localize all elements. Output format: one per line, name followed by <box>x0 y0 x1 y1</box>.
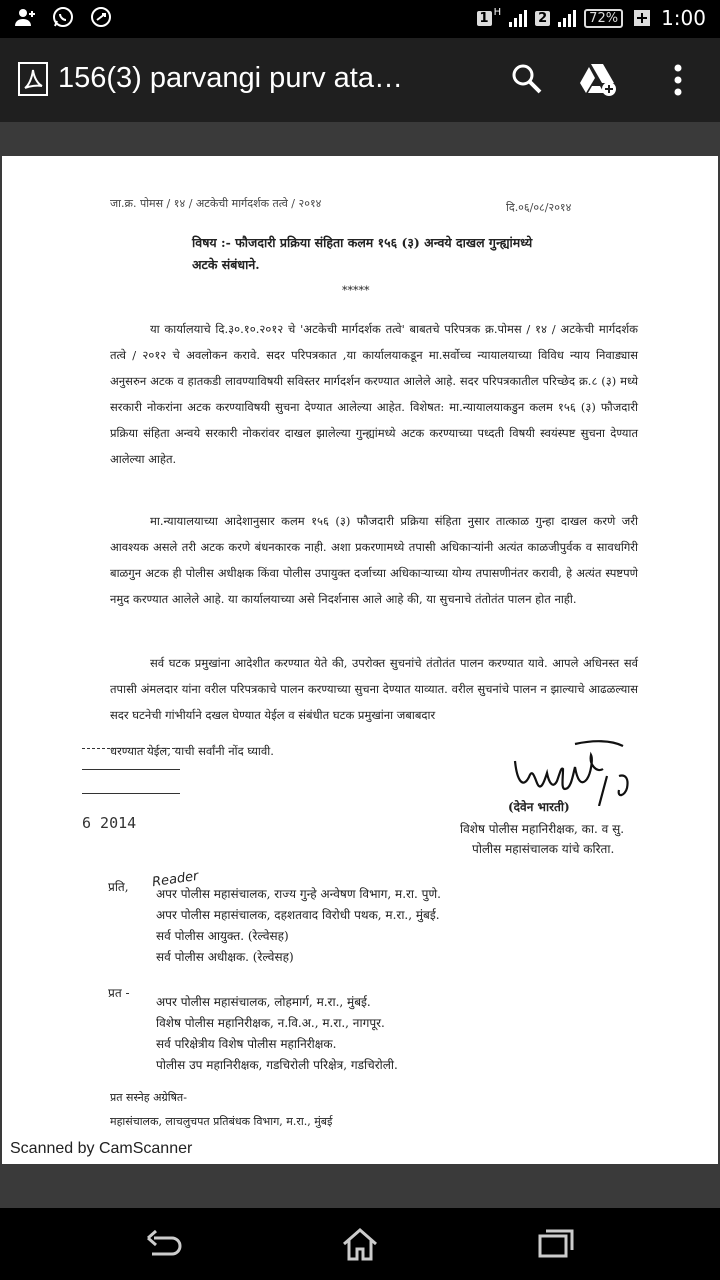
copy-label: प्रत - <box>108 986 130 1000</box>
recipient-item: अपर पोलीस महासंचालक, दहशतवाद विरोधी पथक, म.रा., मुंबई. <box>156 908 440 922</box>
reference-number: जा.क्र. पोमस / १४ / अटकेची मार्गदर्शक तत्वे / २०१४ <box>110 197 322 210</box>
charging-plus-icon <box>631 7 653 29</box>
forwarded-copy-label: प्रत सस्नेह अग्रेषित- <box>110 1091 187 1104</box>
recipient-item: अपर पोलीस महासंचालक, राज्य गुन्हे अन्वेषण विभाग, म.रा. पुणे. <box>156 887 441 901</box>
sim1-badge: 1 <box>477 11 492 26</box>
scanner-watermark: Scanned by CamScanner <box>10 1140 193 1157</box>
copy-list <box>156 992 398 1076</box>
handwritten-date: 6 2014 <box>82 814 137 832</box>
signatory-designation-1: विशेष पोलीस महानिरीक्षक, का. व सु. <box>460 822 625 836</box>
signatory-designation-2: पोलीस महासंचालक यांचे करिता. <box>472 842 615 856</box>
app-bar <box>0 38 720 122</box>
recent-apps-icon[interactable] <box>536 1226 576 1262</box>
signature <box>507 736 652 806</box>
add-person-notification-icon <box>14 6 36 28</box>
paragraph-1: या कार्यालयाचे दि.३०.१०.२०१२ चे 'अटकेची मार्गदर्शक तत्वे' बाबतचे परिपत्रक क्र.पोमस / १४ / अटकेची मार्गदर्शक तत्वे / २०१२ चे अवलोकन करावे. सदर परिपत्रकात ,या कार्यालयाकडून मा.सर्वोच्च न्यायालयाच्या विविध न्याय निवाड्यास अनुसरुन अटक व हातकडी लावण्याविषयी सविस्तर मार्गदर्शन करण्यात आलेले आहे. सदर परिपत्रकातील परिच्छेद क्र.८ (३) मध्ये सरकारी नोकरांना अटक करण्याविषयी सुचना देण्यात आलेल्या आहेत. विशेषत: मा.न्यायालयाकडुन कलम १५६ (३) फौजदारी प्रक्रिया संहिता अन्वये सरकारी नोकरांवर दाखल झालेल्या गुन्ह्यांमध्ये अटक करण्याच्या पध्दती विषयी स्वयंस्पष्ट सुचना देण्यात आलेल्या आहेत. <box>110 322 638 466</box>
recipient-item: सर्व पोलीस आयुक्त. (रेल्वेसह) <box>156 929 289 943</box>
network-type-label: H <box>493 6 502 18</box>
clock: 1:00 <box>661 6 706 30</box>
pdf-page[interactable] <box>2 156 718 1164</box>
back-icon[interactable] <box>144 1226 184 1262</box>
search-icon[interactable] <box>510 62 544 96</box>
copy-item: सर्व परिक्षेत्रीय विशेष पोलीस महानिरीक्षक. <box>156 1037 337 1051</box>
inward-stamp <box>82 748 180 794</box>
copy-item: पोलीस उप महानिरीक्षक, गडचिरोली परिक्षेत्र, गडचिरोली. <box>156 1058 398 1072</box>
recipient-list <box>156 884 441 968</box>
add-to-drive-icon[interactable] <box>580 62 618 96</box>
overflow-menu-icon[interactable] <box>668 62 688 98</box>
document-title: 156(3) parvangi purv ata… <box>58 62 403 94</box>
to-label: प्रति, <box>108 880 129 894</box>
battery-indicator: 72% <box>584 9 623 28</box>
sync-icon <box>90 6 112 28</box>
navigation-bar <box>0 1208 720 1280</box>
status-bar <box>0 0 720 38</box>
pdf-viewer[interactable] <box>0 122 720 1208</box>
separator-stars: ***** <box>342 284 370 297</box>
recipient-item: सर्व पोलीस अधीक्षक. (रेल्वेसह) <box>156 950 294 964</box>
home-icon[interactable] <box>340 1226 380 1262</box>
document-date: दि.०६/०८/२०१४ <box>506 201 572 214</box>
copy-item: अपर पोलीस महासंचालक, लोहमार्ग, म.रा., मुंबई. <box>156 995 371 1009</box>
signal-icon-2 <box>558 9 576 27</box>
sim2-badge: 2 <box>535 11 550 26</box>
copy-item: विशेष पोलीस महानिरीक्षक, न.वि.अ., म.रा., नागपूर. <box>156 1016 385 1030</box>
signatory-name: (देवेन भारती) <box>508 800 570 814</box>
paragraph-2: मा.न्यायालयाच्या आदेशानुसार कलम १५६ (३) फौजदारी प्रक्रिया संहिता नुसार तात्काळ गुन्हा दाखल करणे जरी आवश्यक असले तरी अटक करणे बंधनकारक नाही. अशा प्रकरणामध्ये तपासी अधिकाऱ्यांनी अत्यंत काळजीपुर्वक व सावधगिरी बाळगुन अटक ही पोलीस अधीक्षक किंवा पोलीस उपायुक्त दर्जाच्या अधिकाऱ्याच्या योग्य तपासणीनंतर करावी, हे अत्यंत स्पष्टपणे नमुद करण्यात आलेले आहे. या कार्यालयाच्या असे निदर्शनास आले आहे की, या सुचनाचे तंतोतंत पालन होत नाही. <box>110 514 638 606</box>
whatsapp-icon <box>52 6 74 28</box>
forwarded-copy-item: महासंचालक, लाचलुचपत प्रतिबंधक विभाग, म.रा., मुंबई <box>110 1115 333 1128</box>
signal-icon-1 <box>509 9 527 27</box>
paragraph-3: सर्व घटक प्रमुखांना आदेशीत करण्यात येते की, उपरोक्त सुचनांचे तंतोतंत पालन करण्यात यावे. आपले अधिनस्त सर्व तपासी अंमलदार यांना वरील परिपत्रकाचे पालन करण्याच्या सुचना देण्यात याव्यात. वरील सुचनांचे पालन न झाल्याचे आढळल्यास सदर घटनेची गांभीर्याने दखल घेण्यात येईल व संबंधीत घटक प्रमुखांना जबाबदार <box>110 656 638 722</box>
reader-handwritten-note: Reader <box>151 868 200 891</box>
pdf-icon <box>18 62 48 96</box>
subject-line: विषय :- फौजदारी प्रक्रिया संहिता कलम १५६ (३) अन्वये दाखल गुन्ह्यांमध्ये अटके संबंधाने. <box>192 235 533 272</box>
paragraph-4: धरण्यात येईल, याची सर्वांनी नोंद घ्यावी. <box>110 744 274 758</box>
